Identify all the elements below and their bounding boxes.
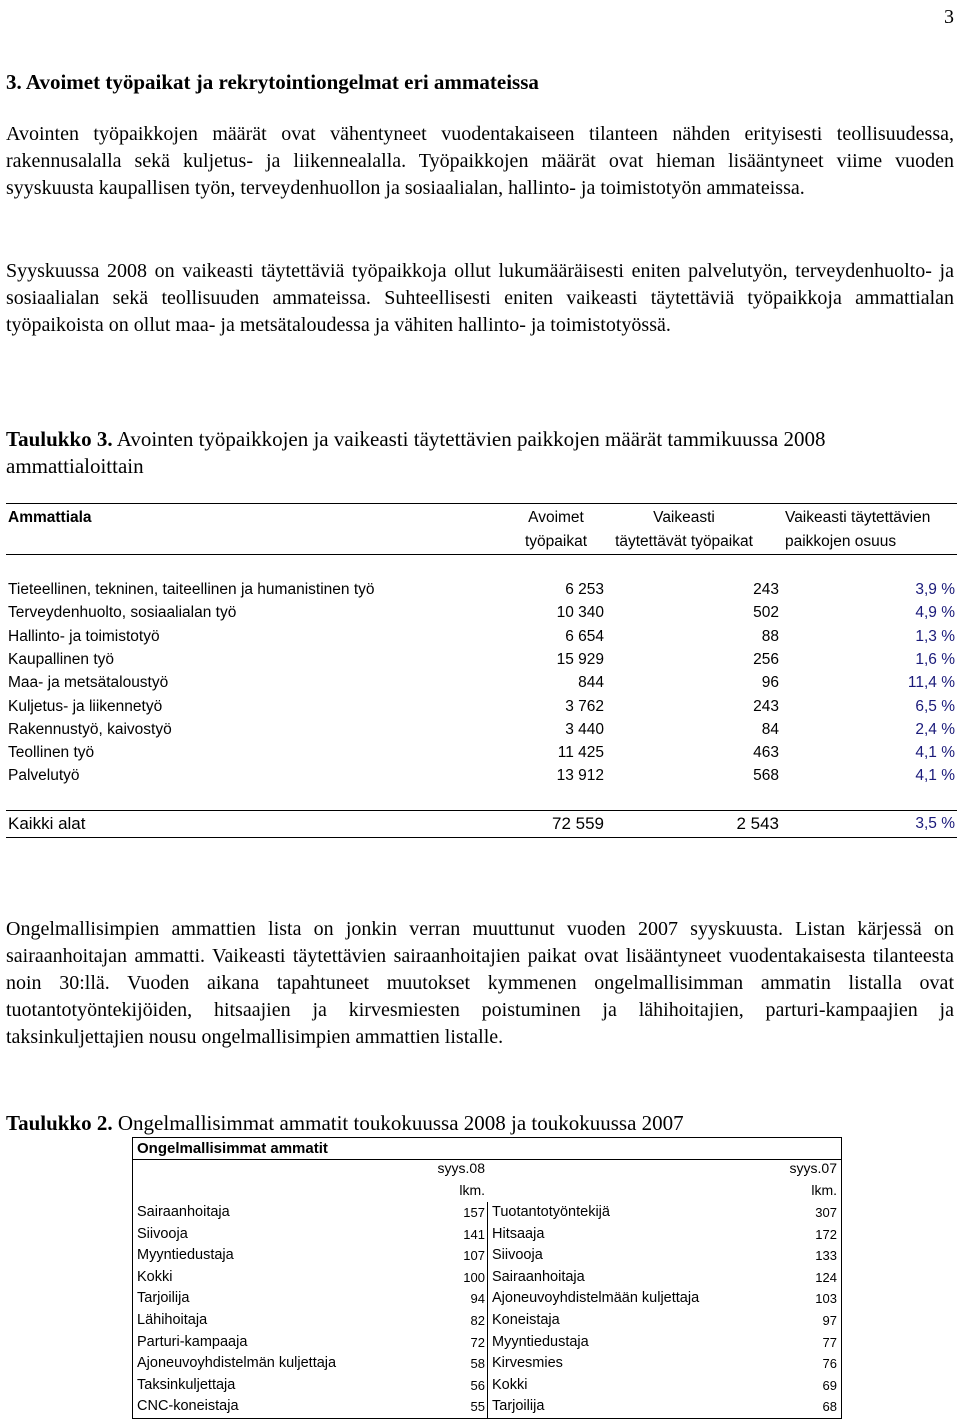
hard-to-fill-cell: 96 — [761, 674, 779, 692]
table-2 — [132, 1137, 842, 1419]
open-jobs-cell: 6 654 — [565, 627, 604, 645]
open-jobs-cell: 6 253 — [565, 581, 604, 598]
right-period: syys.07 — [789, 1160, 837, 1176]
table-row — [6, 601, 957, 624]
table-row — [6, 695, 957, 718]
header-share-line1: Vaikeasti täytettävien — [785, 509, 931, 526]
table-row — [133, 1332, 841, 1354]
share-cell: 1,6 % — [915, 650, 955, 668]
left-period: syys.08 — [437, 1160, 485, 1176]
header-occupation: Ammattiala — [8, 509, 92, 526]
occupation-cell: Teollinen työ — [8, 744, 95, 762]
table-row — [133, 1396, 841, 1418]
page-number: 3 — [944, 6, 954, 28]
left-count-cell: 82 — [470, 1313, 485, 1328]
right-count-cell: 124 — [815, 1269, 837, 1285]
table-row — [6, 718, 957, 741]
left-count-cell: 55 — [470, 1399, 485, 1415]
left-occupation-cell: Ajoneuvoyhdistelmän kuljettaja — [137, 1355, 337, 1372]
header-hard-line1: Vaikeasti — [653, 509, 715, 526]
right-count-cell: 68 — [822, 1399, 837, 1415]
right-count-cell: 307 — [815, 1205, 837, 1220]
left-occupation-cell: Taksinkuljettaja — [137, 1376, 236, 1393]
occupation-cell: Kaupallinen työ — [8, 650, 114, 668]
left-occupation-cell: Parturi-kampaaja — [137, 1333, 248, 1350]
right-count-cell: 172 — [815, 1226, 837, 1242]
right-count-cell: 133 — [815, 1248, 837, 1264]
table-row — [133, 1288, 841, 1310]
section-heading: 3. Avoimet työpaikat ja rekrytointiongelmat eri ammateissa — [6, 70, 539, 94]
left-occupation-cell: Siivooja — [137, 1225, 188, 1242]
left-occupation-cell: Tarjoilija — [137, 1290, 190, 1307]
left-count-cell: 72 — [470, 1334, 485, 1350]
occupation-cell: Hallinto- ja toimistotyö — [8, 627, 160, 645]
right-unit: lkm. — [811, 1182, 837, 1198]
left-count-cell: 141 — [463, 1226, 485, 1242]
header-share-line2: paikkojen osuus — [785, 533, 897, 550]
occupation-cell: Palvelutyö — [8, 767, 80, 785]
right-occupation-cell: Sairaanhoitaja — [492, 1268, 585, 1285]
total-share: 3,5 % — [915, 815, 955, 832]
open-jobs-cell: 13 912 — [556, 767, 604, 785]
left-count-cell: 157 — [463, 1205, 485, 1220]
left-unit: lkm. — [459, 1182, 485, 1198]
right-occupation-cell: Kokki — [492, 1376, 528, 1393]
header-open-line1: Avoimet — [528, 509, 584, 526]
table-row — [6, 648, 957, 671]
left-count-cell: 58 — [470, 1356, 485, 1372]
right-occupation-cell: Kirvesmies — [492, 1355, 563, 1372]
open-jobs-cell: 844 — [578, 674, 604, 692]
left-count-cell: 56 — [470, 1377, 485, 1393]
right-occupation-cell: Tuotantotyöntekijä — [492, 1204, 610, 1220]
total-hard: 2 543 — [736, 814, 779, 833]
right-occupation-cell: Tarjoilija — [492, 1398, 545, 1415]
hard-to-fill-cell: 568 — [753, 767, 779, 785]
occupation-cell: Maa- ja metsätaloustyö — [8, 674, 169, 692]
share-cell: 1,3 % — [915, 627, 955, 645]
table-row — [6, 764, 957, 787]
occupation-cell: Terveydenhuolto, sosiaalialan työ — [8, 604, 237, 622]
left-count-cell: 94 — [470, 1291, 485, 1307]
right-count-cell: 76 — [822, 1356, 837, 1372]
right-count-cell: 77 — [822, 1334, 837, 1350]
occupation-cell: Tieteellinen, tekninen, taiteellinen ja humanistinen työ — [8, 581, 375, 598]
table-2-caption-label: Taulukko 2. — [6, 1111, 113, 1135]
open-jobs-cell: 10 340 — [556, 604, 604, 622]
right-occupation-cell: Siivooja — [492, 1247, 543, 1264]
table-2-caption-text: Ongelmallisimmat ammatit toukokuussa 2008 ja toukokuussa 2007 — [112, 1111, 684, 1135]
table-3-caption — [6, 426, 960, 480]
occupation-cell: Rakennustyö, kaivostyö — [8, 720, 172, 738]
table-3-caption-label: Taulukko 3. — [6, 427, 113, 451]
right-occupation-cell: Koneistaja — [492, 1312, 560, 1328]
left-occupation-cell: Lähihoitaja — [137, 1312, 208, 1328]
table-row — [133, 1267, 841, 1289]
table-2-title: Ongelmallisimmat ammatit — [137, 1140, 328, 1157]
left-occupation-cell: Kokki — [137, 1268, 173, 1285]
right-count-cell: 69 — [822, 1377, 837, 1393]
right-occupation-cell: Ajoneuvoyhdistelmään kuljettaja — [492, 1290, 700, 1307]
share-cell: 4,1 % — [915, 767, 955, 785]
table-row — [133, 1310, 841, 1332]
right-occupation-cell: Hitsaaja — [492, 1225, 545, 1242]
open-jobs-cell: 15 929 — [556, 650, 604, 668]
table-row — [133, 1245, 841, 1267]
left-count-cell: 107 — [463, 1248, 485, 1264]
left-occupation-cell: Myyntiedustaja — [137, 1247, 234, 1264]
table-row — [6, 671, 957, 694]
table-3-header — [6, 503, 957, 555]
right-occupation-cell: Myyntiedustaja — [492, 1333, 589, 1350]
left-occupation-cell: Sairaanhoitaja — [137, 1204, 230, 1220]
table-row — [133, 1224, 841, 1246]
table-row — [6, 741, 957, 764]
share-cell: 4,1 % — [915, 744, 955, 762]
share-cell: 6,5 % — [915, 697, 955, 715]
left-occupation-cell: CNC-koneistaja — [137, 1398, 239, 1415]
share-cell: 4,9 % — [915, 604, 955, 622]
header-hard-line2: täytettävät työpaikat — [615, 533, 753, 550]
table-row — [6, 578, 957, 601]
table-3-total-row — [6, 810, 957, 838]
open-jobs-cell: 3 440 — [565, 720, 604, 738]
paragraph-1 — [6, 121, 954, 202]
occupation-cell: Kuljetus- ja liikennetyö — [8, 697, 163, 715]
open-jobs-cell: 3 762 — [565, 697, 604, 715]
right-count-cell: 103 — [815, 1291, 837, 1307]
hard-to-fill-cell: 84 — [761, 720, 779, 738]
table-2-caption — [6, 1110, 684, 1137]
hard-to-fill-cell: 463 — [753, 744, 779, 762]
share-cell: 11,4 % — [907, 674, 955, 692]
table-row — [133, 1202, 841, 1224]
paragraph-3-text: Ongelmallisimpien ammattien lista on jonkin verran muuttunut vuoden 2007 syyskuusta. Listan kärjessä on sairaanhoitajan ammatti. Vaikeasti täytettävien sairaanhoitajien paikat ovat lisääntyneet vuodentakaisesta tilanteesta noin 30:llä. Vuoden aikana tapahtuneet muutokset kymmenen ongelmallisimman ammatin listalla ovat tuotantotyöntekijöiden, hitsaajien ja kirvesmiesten poistuminen ja lähihoitajien, parturi-kampaajien ja taksinkuljettajien nousu ongelmallisimpien ammattien listalle. — [6, 918, 954, 1048]
header-open-line2: työpaikat — [524, 533, 588, 550]
left-count-cell: 100 — [463, 1269, 485, 1285]
hard-to-fill-cell: 256 — [753, 650, 779, 668]
total-open: 72 559 — [552, 814, 604, 833]
hard-to-fill-cell: 243 — [753, 581, 779, 598]
paragraph-2 — [6, 258, 954, 339]
hard-to-fill-cell: 243 — [753, 697, 779, 715]
share-cell: 3,9 % — [915, 581, 955, 598]
hard-to-fill-cell: 502 — [753, 604, 779, 622]
paragraph-2-text: Syyskuussa 2008 on vaikeasti täytettäviä työpaikkoja ollut lukumääräisesti eniten palvelutyön, terveydenhuolto- ja sosiaalialan sekä teollisuuden ammateissa. Suhteellisesti eniten vaikeasti täytettäviä työpaikkoja ammattialan työpaikoista on ollut maa- ja metsätaloudessa ja vähiten hallinto- ja toimistotyössä. — [6, 260, 954, 336]
table-row — [133, 1375, 841, 1397]
paragraph-3 — [6, 916, 954, 1051]
hard-to-fill-cell: 88 — [761, 627, 779, 645]
right-count-cell: 97 — [822, 1313, 837, 1328]
paragraph-1-text: Avointen työpaikkojen määrät ovat vähentyneet vuodentakaiseen tilanteen nähden erityisesti teollisuudessa, rakennusalalla sekä kuljetus- ja liikennealalla. Työpaikkojen määrät ovat hieman lisääntyneet viime vuoden syyskuusta kaupallisen työn, terveydenhuollon ja sosiaalialan, hallinto- ja toimistotyön ammateissa. — [6, 123, 954, 199]
table-row — [6, 625, 957, 648]
table-3-caption-text: Avointen työpaikkojen ja vaikeasti täytettävien paikkojen määrät tammikuussa 2008 ammattialoittain — [6, 427, 826, 478]
table-row — [133, 1353, 841, 1375]
total-label: Kaikki alat — [8, 814, 86, 833]
open-jobs-cell: 11 425 — [557, 744, 604, 762]
share-cell: 2,4 % — [915, 720, 955, 738]
table-2-divider — [133, 1159, 841, 1160]
